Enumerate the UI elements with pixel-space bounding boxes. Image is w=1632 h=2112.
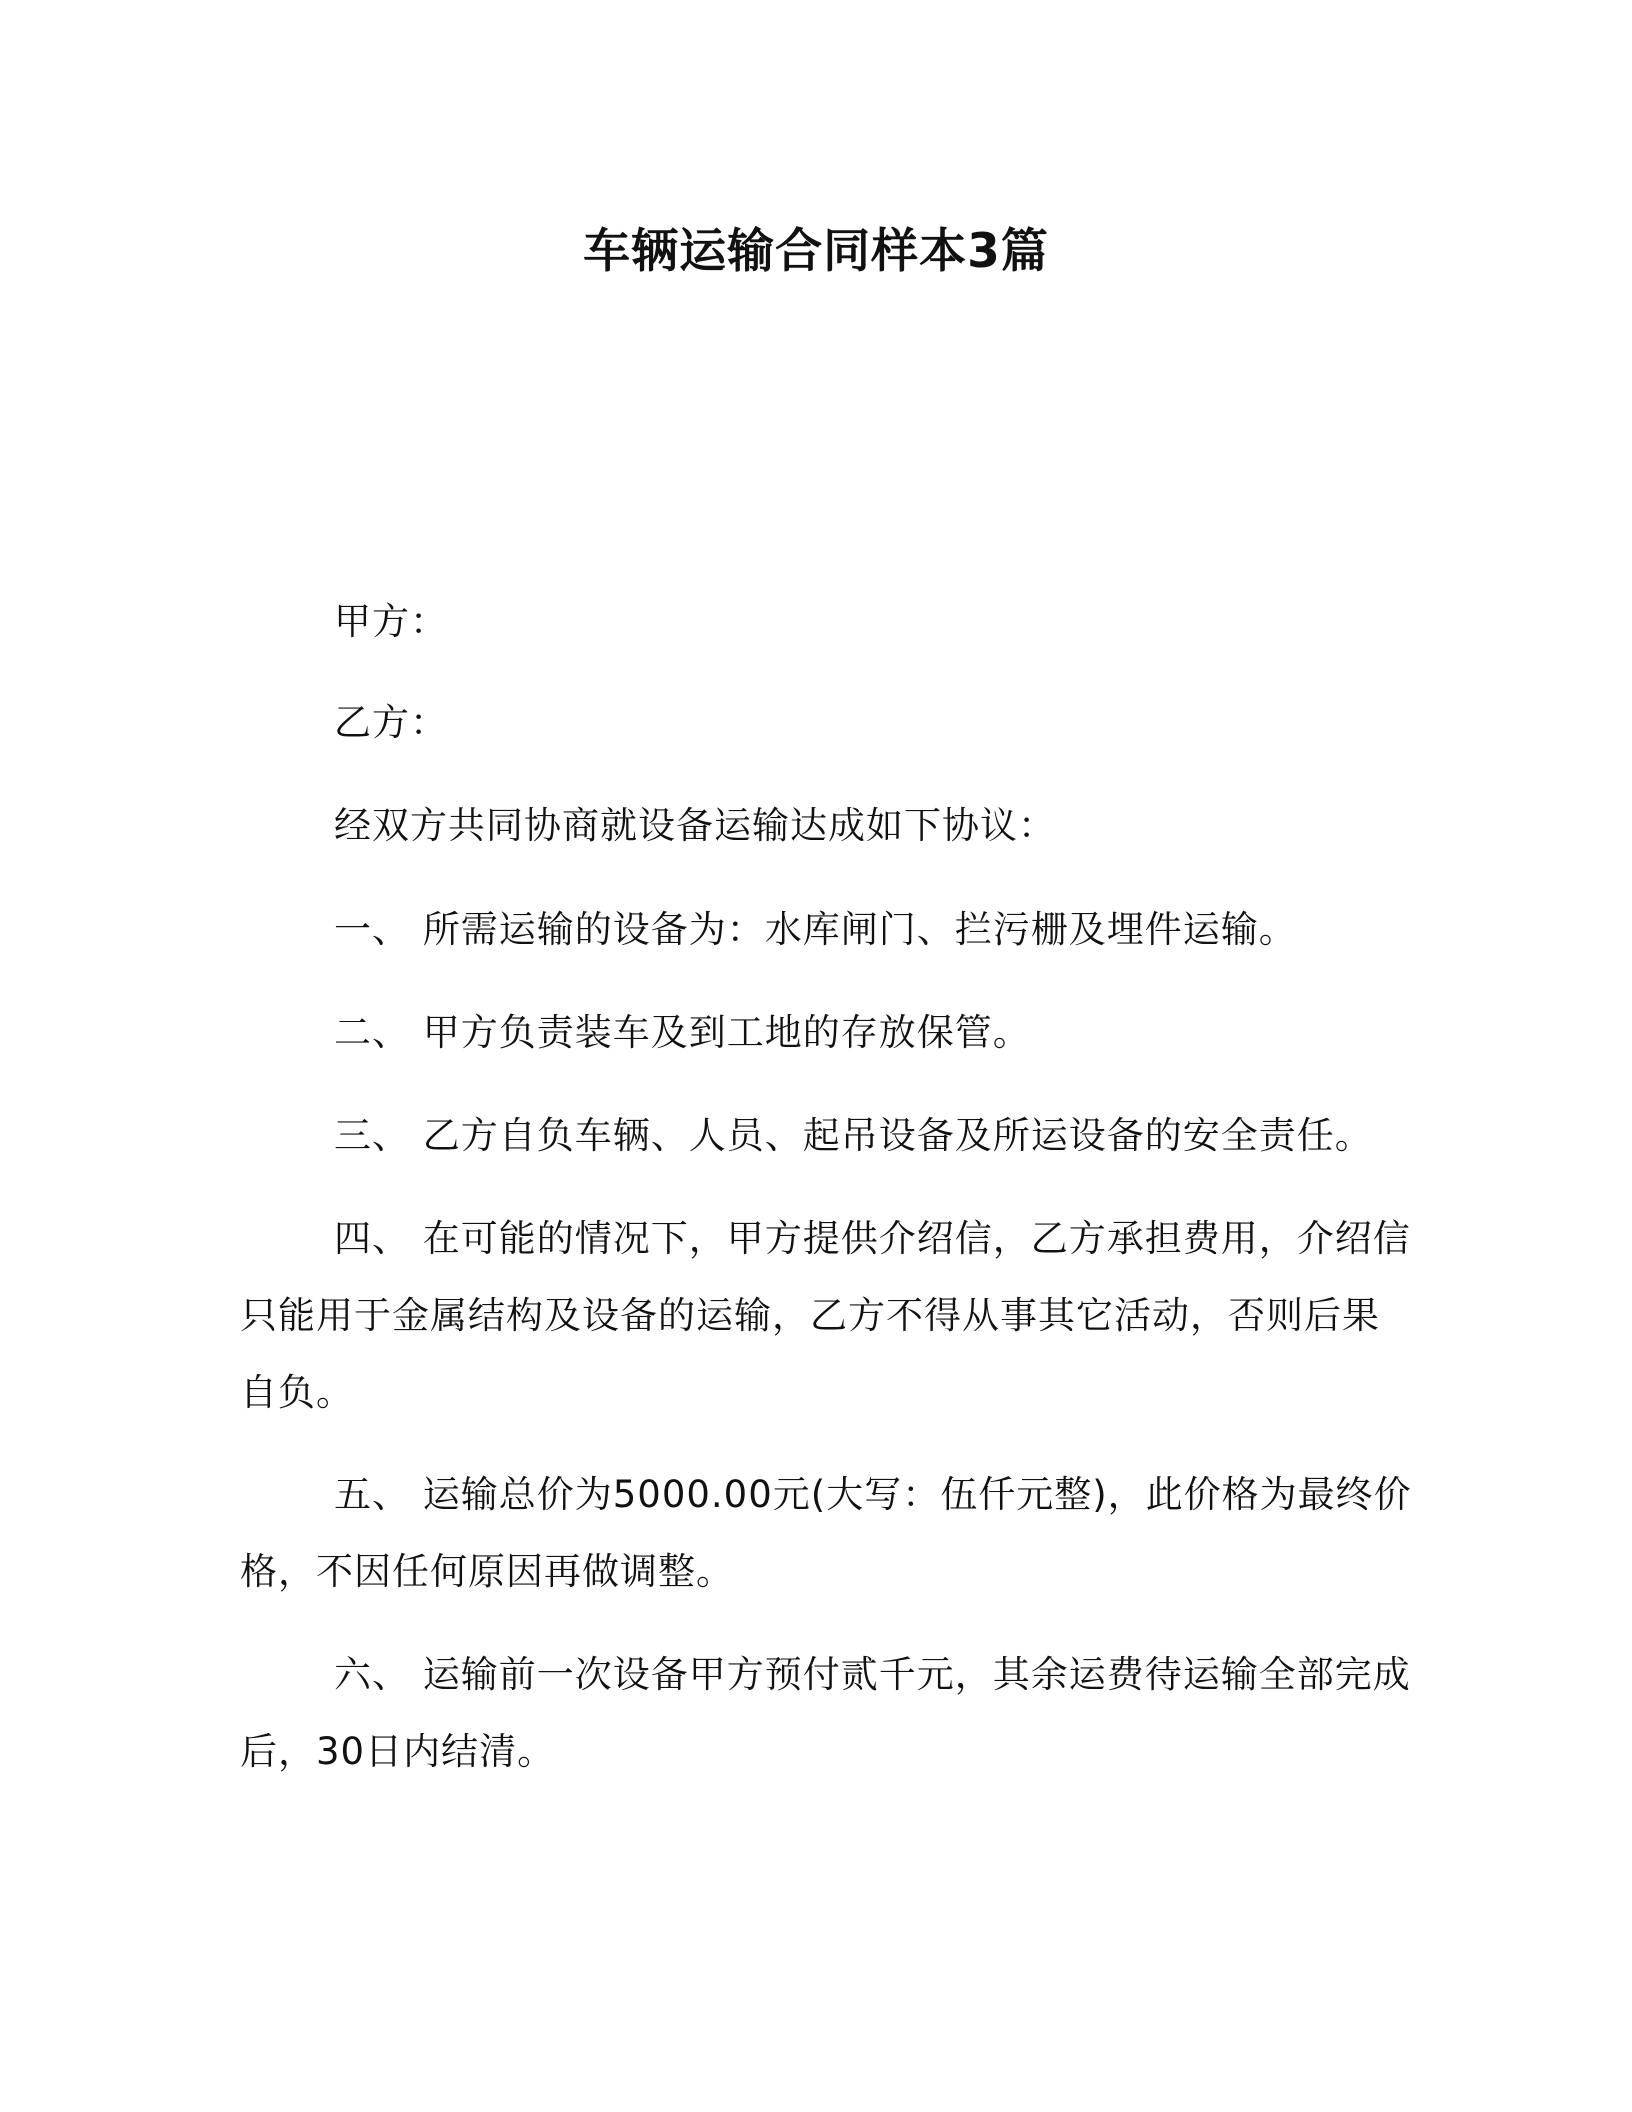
party-a-line: 甲方： — [334, 600, 448, 643]
clause-1: 一、 所需运输的设备为：水库闸门、拦污栅及埋件运输。 — [334, 908, 1297, 951]
clause-4-line-3: 自负。 — [240, 1371, 354, 1414]
clause-4-line-1: 四、 在可能的情况下，甲方提供介绍信，乙方承担费用，介绍信 — [334, 1217, 1411, 1260]
clause-4-line-2: 只能用于金属结构及设备的运输，乙方不得从事其它活动，否则后果 — [240, 1294, 1380, 1337]
clause-5-line-1: 五、 运输总价为5000.00元(大写：伍仟元整)，此价格为最终价 — [334, 1473, 1412, 1516]
party-b-line: 乙方： — [334, 701, 448, 744]
clause-3: 三、 乙方自负车辆、人员、起吊设备及所运设备的安全责任。 — [334, 1114, 1373, 1157]
clause-5-line-2: 格，不因任何原因再做调整。 — [240, 1550, 734, 1593]
clause-6-line-1: 六、 运输前一次设备甲方预付贰千元，其余运费待运输全部完成 — [334, 1653, 1411, 1696]
clause-6-line-2: 后，30日内结清。 — [240, 1730, 556, 1773]
document-title: 车辆运输合同样本3篇 — [583, 224, 1049, 279]
intro-paragraph: 经双方共同协商就设备运输达成如下协议： — [334, 804, 1056, 847]
clause-2: 二、 甲方负责装车及到工地的存放保管。 — [334, 1011, 1031, 1054]
